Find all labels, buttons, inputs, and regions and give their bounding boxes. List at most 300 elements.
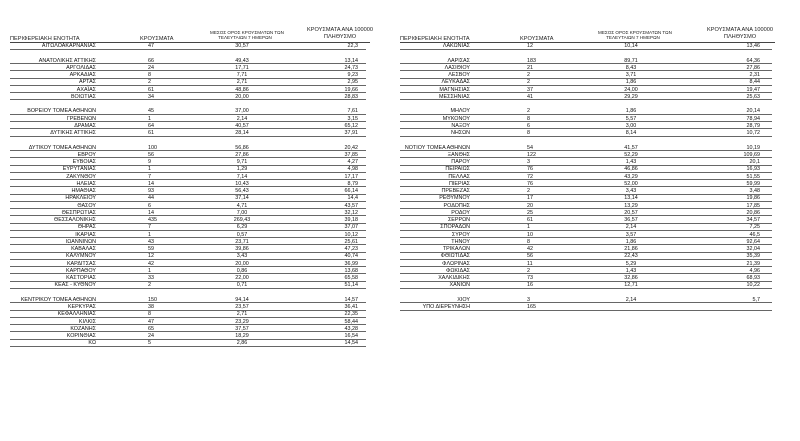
region-name-cell: ΧΙΟΥ	[457, 296, 470, 303]
cases-cell: 33	[148, 275, 154, 281]
cases-cell: 2	[527, 72, 530, 78]
table-row	[400, 123, 800, 130]
cases-cell: 42	[527, 246, 533, 252]
avg-cell: 56,43	[235, 188, 249, 194]
rate-cell: 2,31	[749, 72, 760, 78]
table-row	[400, 58, 800, 65]
avg-cell: 9,71	[236, 159, 248, 165]
table-row	[400, 116, 800, 123]
cases-cell: 61	[527, 217, 533, 223]
region-name-cell: ΚΑΛΥΜΝΟΥ	[66, 253, 96, 260]
cases-cell: 1	[148, 267, 151, 274]
region-name-cell: ΑΡΓΟΛΙΔΑΣ	[66, 64, 96, 71]
cases-cell: 24	[148, 333, 154, 339]
cases-cell: 1	[148, 166, 151, 173]
rate-cell: 22,35	[344, 311, 358, 318]
avg-cell: 22,00	[235, 275, 249, 281]
avg-cell: 37,14	[235, 195, 249, 202]
rate-cell: 37,07	[344, 224, 358, 231]
header-avg-line2: ΤΕΛΕΥΤΑΙΩΝ 7 ΗΜΕΡΩΝ	[218, 35, 272, 41]
table-row	[400, 145, 800, 152]
rate-cell: 10,19	[746, 144, 760, 151]
table-row	[0, 65, 400, 72]
rate-cell: 8,44	[749, 79, 760, 86]
avg-cell: 20,00	[235, 260, 249, 267]
region-name-cell: ΕΥΡΥΤΑΝΙΑΣ	[62, 166, 96, 173]
avg-cell: 5,57	[625, 115, 637, 122]
region-name-cell: ΙΩΑΝΝΙΝΩΝ	[65, 238, 96, 245]
region-name-cell: ΛΕΥΚΑΔΑΣ	[441, 79, 470, 86]
header-rate	[305, 27, 375, 40]
rate-cell: 16,93	[746, 166, 760, 173]
cases-cell: 44	[148, 195, 154, 202]
table-row	[0, 311, 400, 318]
cases-cell: 56	[148, 151, 154, 158]
rate-cell: 35,39	[746, 253, 760, 260]
avg-cell: 20,00	[235, 93, 249, 100]
rate-cell: 13,68	[344, 267, 358, 274]
header-avg	[598, 30, 672, 41]
rate-cell: 17,85	[746, 202, 760, 209]
rate-cell: 10,12	[344, 231, 358, 238]
cases-cell: 8	[148, 311, 151, 318]
cases-cell: 8	[527, 115, 530, 122]
cases-cell: 38	[148, 304, 154, 310]
region-name-cell: ΛΑΡΙΣΑΣ	[447, 57, 470, 64]
rate-cell: 37,91	[344, 130, 358, 136]
cases-cell: 24	[148, 64, 154, 71]
cases-cell: 14	[148, 180, 154, 187]
header-avg-line1: ΜΕΣΟΣ ΟΡΟΣ ΚΡΟΥΣΜΑΤΩΝ ΤΩΝ	[210, 30, 284, 35]
region-name-cell: ΛΕΣΒΟΥ	[448, 72, 470, 78]
rate-cell: 4,96	[749, 267, 760, 274]
region-name-cell: ΚΑΡΔΙΤΣΑΣ	[66, 260, 96, 267]
table-row	[400, 297, 800, 304]
region-name-cell: ΡΟΔΟΥ	[451, 209, 470, 216]
table-row	[400, 79, 800, 86]
avg-cell: 20,57	[624, 209, 638, 216]
table-row	[400, 275, 800, 282]
header-rate-line2: ΠΛΗΘΥΣΜΟ	[323, 33, 357, 40]
avg-cell: 28,14	[235, 130, 249, 136]
cases-cell: 122	[527, 151, 536, 158]
header-region: ΠΕΡΙΦΕΡΕΙΑΚΗ ΕΝΟΤΗΤΑ	[400, 36, 470, 42]
cases-cell: 1	[148, 115, 151, 122]
rate-cell: 32,12	[344, 209, 358, 216]
region-name-cell: ΗΛΕΙΑΣ	[76, 180, 96, 187]
cases-cell: 47	[148, 318, 154, 325]
avg-cell: 2,71	[236, 79, 248, 86]
avg-cell: 0,71	[236, 282, 248, 289]
table-row	[0, 159, 400, 166]
region-name-cell: ΑΡΤΑΣ	[78, 79, 96, 86]
region-name-cell: ΛΑΚΩΝΙΑΣ	[442, 43, 470, 49]
cases-cell: 10	[527, 231, 533, 238]
rate-cell: 14,54	[344, 340, 358, 347]
region-name-cell: ΚΕΡΚΥΡΑΣ	[67, 304, 96, 310]
cases-cell: 3	[527, 296, 530, 303]
header-region: ΠΕΡΙΦΕΡΕΙΑΚΗ ΕΝΟΤΗΤΑ	[10, 36, 80, 42]
region-name-cell: ΒΟΙΩΤΙΑΣ	[70, 93, 96, 100]
blank-row	[0, 50, 400, 57]
rate-cell: 19,66	[344, 86, 358, 93]
rate-cell: 65,12	[344, 122, 358, 129]
row-underline	[10, 346, 366, 347]
avg-cell: 49,43	[235, 57, 249, 64]
blank-row	[400, 290, 800, 297]
region-name-cell: ΓΡΕΒΕΝΩΝ	[66, 115, 96, 122]
avg-cell: 41,57	[624, 144, 638, 151]
rate-cell: 20,86	[746, 209, 760, 216]
table-row	[0, 58, 400, 65]
cases-cell: 2	[148, 79, 151, 86]
cases-cell: 5	[148, 340, 151, 347]
table-row	[400, 94, 800, 101]
table-row	[400, 239, 800, 246]
avg-cell: 7,71	[236, 72, 248, 78]
region-name-cell: ΝΟΤΙΟΥ ΤΟΜΕΑ ΑΘΗΝΩΝ	[404, 144, 470, 151]
table-row	[0, 246, 400, 253]
region-name-cell: ΚΟΡΙΝΘΙΑΣ	[66, 333, 96, 339]
cases-cell: 54	[527, 144, 533, 151]
table-row	[400, 210, 800, 217]
avg-cell: 24,00	[624, 86, 638, 93]
table-row	[400, 87, 800, 94]
cases-cell: 9	[148, 159, 151, 165]
header-avg-line2: ΤΕΛΕΥΤΑΙΩΝ 7 ΗΜΕΡΩΝ	[606, 35, 660, 41]
rate-cell: 14,4	[347, 195, 358, 202]
cases-cell: 6	[148, 202, 151, 209]
region-name-cell: ΡΕΘΥΜΝΟΥ	[439, 195, 470, 202]
avg-cell: 3,43	[625, 188, 637, 194]
rate-cell: 10,22	[746, 282, 760, 289]
region-name-cell: ΕΥΒΟΙΑΣ	[72, 159, 96, 165]
region-name-cell: ΠΙΕΡΙΑΣ	[448, 180, 470, 187]
region-name-cell: ΑΝΑΤΟΛΙΚΗΣ ΑΤΤΙΚΗΣ	[38, 57, 96, 64]
avg-cell: 13,14	[624, 195, 638, 202]
table-row	[0, 79, 400, 86]
avg-cell: 52,00	[624, 180, 638, 187]
rate-cell: 51,14	[344, 282, 358, 289]
avg-cell: 1,43	[625, 267, 637, 274]
avg-cell: 29,29	[624, 93, 638, 100]
region-name-cell: ΚΕΦΑΛΛΗΝΙΑΣ	[57, 311, 96, 318]
rate-cell: 65,58	[344, 275, 358, 281]
avg-cell: 17,71	[235, 64, 249, 71]
region-name-cell: ΤΡΙΚΑΛΩΝ	[442, 246, 470, 252]
avg-cell: 5,29	[625, 260, 637, 267]
region-name-cell: ΜΗΛΟΥ	[450, 108, 470, 115]
region-name-cell: ΜΕΣΣΗΝΙΑΣ	[439, 93, 470, 100]
avg-cell: 13,29	[624, 202, 638, 209]
rate-cell: 68,93	[746, 275, 760, 281]
cases-cell: 435	[148, 217, 157, 223]
table-row	[0, 232, 400, 239]
rate-cell: 2,95	[347, 79, 358, 86]
cases-cell: 165	[527, 304, 536, 310]
rate-cell: 8,79	[347, 180, 358, 187]
rate-cell: 7,61	[347, 108, 358, 115]
rate-cell: 46,5	[749, 231, 760, 238]
rate-cell: 16,54	[344, 333, 358, 339]
region-name-cell: ΘΕΣΣΑΛΟΝΙΚΗΣ	[54, 217, 96, 223]
region-name-cell: ΚΩ	[88, 340, 96, 347]
cases-cell: 183	[527, 57, 536, 64]
rate-cell: 66,14	[344, 188, 358, 194]
region-name-cell: ΞΑΝΘΗΣ	[447, 151, 470, 158]
cases-cell: 3	[527, 159, 530, 165]
cases-cell: 61	[148, 86, 154, 93]
region-name-cell: ΒΟΡΕΙΟΥ ΤΟΜΕΑ ΑΘΗΝΩΝ	[27, 108, 96, 115]
rate-cell: 4,27	[347, 159, 358, 165]
region-name-cell: ΠΕΛΛΑΣ	[448, 173, 470, 180]
table-row	[0, 145, 400, 152]
rate-cell: 25,63	[746, 93, 760, 100]
avg-cell: 7,14	[236, 173, 248, 180]
rate-cell: 17,17	[344, 173, 358, 180]
rate-cell: 39,18	[344, 217, 358, 223]
region-name-cell: ΠΑΡΟΥ	[451, 159, 470, 165]
avg-cell: 37,00	[235, 108, 249, 115]
avg-cell: 18,29	[235, 333, 249, 339]
cases-cell: 47	[148, 43, 154, 49]
region-name-cell: ΖΑΚΥΝΘΟΥ	[66, 173, 96, 180]
avg-cell: 269,43	[233, 217, 251, 223]
cases-cell: 66	[148, 57, 154, 64]
rate-cell: 19,47	[746, 86, 760, 93]
avg-cell: 52,29	[624, 151, 638, 158]
avg-cell: 36,57	[624, 217, 638, 223]
table-row	[0, 130, 400, 137]
rate-cell: 28,79	[746, 122, 760, 129]
avg-cell: 23,57	[235, 304, 249, 310]
cases-cell: 65	[148, 325, 154, 332]
rate-cell: 21,39	[746, 260, 760, 267]
header-rate-line2: ΠΛΗΘΥΣΜΟ	[723, 33, 757, 40]
cases-cell: 42	[148, 260, 154, 267]
avg-cell: 3,71	[625, 72, 637, 78]
table-row	[0, 224, 400, 231]
avg-cell: 1,86	[625, 238, 637, 245]
region-name-cell: ΜΑΓΝΗΣΙΑΣ	[439, 86, 470, 93]
rate-cell: 47,23	[344, 246, 358, 252]
region-name-cell: ΔΡΑΜΑΣ	[74, 122, 96, 129]
cases-cell: 2	[527, 267, 530, 274]
rate-cell: 92,64	[746, 238, 760, 245]
avg-cell: 43,29	[624, 173, 638, 180]
cases-cell: 37	[527, 86, 533, 93]
cases-cell: 43	[148, 238, 154, 245]
region-name-cell: ΚΑΣΤΟΡΙΑΣ	[66, 275, 96, 281]
rows-left	[0, 43, 400, 348]
region-name-cell: ΙΚΑΡΙΑΣ	[75, 231, 96, 238]
avg-cell: 2,14	[236, 115, 248, 122]
rate-cell: 34,57	[746, 217, 760, 223]
rate-cell: 64,36	[746, 57, 760, 64]
region-name-cell: ΗΡΑΚΛΕΙΟΥ	[65, 195, 96, 202]
cases-cell: 2	[527, 188, 530, 194]
cases-cell: 72	[527, 173, 533, 180]
rate-cell: 58,44	[344, 318, 358, 325]
avg-cell: 89,71	[624, 57, 638, 64]
cases-cell: 11	[527, 260, 533, 267]
table-row	[0, 116, 400, 123]
region-name-cell: ΣΥΡΟΥ	[451, 231, 470, 238]
table-row	[0, 94, 400, 101]
avg-cell: 32,86	[624, 275, 638, 281]
cases-cell: 1	[148, 231, 151, 238]
rate-cell: 9,23	[347, 72, 358, 78]
avg-cell: 23,71	[235, 238, 249, 245]
table-row	[400, 72, 800, 79]
region-name-cell: ΜΥΚΟΝΟΥ	[442, 115, 470, 122]
table-row	[0, 282, 400, 289]
region-name-cell: ΠΕΙΡΑΙΩΣ	[445, 166, 470, 173]
cases-cell: 6	[527, 122, 530, 129]
avg-cell: 7,00	[236, 209, 248, 216]
cases-cell: 12	[527, 43, 533, 49]
cases-cell: 34	[148, 93, 154, 100]
region-name-cell: ΔΥΤΙΚΟΥ ΤΟΜΕΑ ΑΘΗΝΩΝ	[28, 144, 96, 151]
cases-cell: 150	[148, 296, 157, 303]
table-row	[400, 268, 800, 275]
blank-row	[400, 137, 800, 144]
cases-cell: 76	[527, 166, 533, 173]
region-name-cell: ΝΗΣΩΝ	[450, 130, 470, 136]
region-name-cell: ΑΡΚΑΔΙΑΣ	[69, 72, 96, 78]
cases-cell: 8	[148, 72, 151, 78]
header-rate-line1: ΚΡΟΥΣΜΑΤΑ ΑΝΑ 100000	[707, 27, 773, 33]
cases-cell: 12	[148, 253, 154, 260]
rate-cell: 109,69	[743, 151, 760, 158]
region-name-cell: ΚΑΒΑΛΑΣ	[71, 246, 96, 252]
table-row	[0, 333, 400, 340]
avg-cell: 23,29	[235, 318, 249, 325]
table-row	[400, 253, 800, 260]
region-name-cell: ΘΗΡΑΣ	[77, 224, 96, 231]
cases-cell: 2	[527, 108, 530, 115]
table-row	[0, 181, 400, 188]
rate-cell: 13,14	[344, 57, 358, 64]
avg-cell: 3,43	[236, 253, 248, 260]
cases-cell: 21	[527, 64, 533, 71]
avg-cell: 2,14	[625, 296, 637, 303]
rate-cell: 4,98	[347, 166, 358, 173]
header-cases: ΚΡΟΥΣΜΑΤΑ	[520, 36, 554, 42]
table-row	[400, 43, 800, 50]
region-name-cell: ΝΑΞΟΥ	[451, 122, 470, 129]
region-name-cell: ΡΟΔΟΠΗΣ	[443, 202, 470, 209]
region-name-cell: ΚΑΡΠΑΘΟΥ	[66, 267, 96, 274]
table-row	[400, 188, 800, 195]
table-row	[400, 166, 800, 173]
table-row	[400, 152, 800, 159]
avg-cell: 1,29	[236, 166, 248, 173]
table-row	[0, 188, 400, 195]
table-row	[400, 232, 800, 239]
avg-cell: 8,43	[625, 64, 637, 71]
rate-cell: 37,85	[344, 151, 358, 158]
rate-cell: 78,94	[746, 115, 760, 122]
cases-cell: 61	[148, 130, 154, 136]
region-name-cell: ΕΒΡΟΥ	[77, 151, 96, 158]
avg-cell: 12,71	[624, 282, 638, 289]
table-row	[400, 130, 800, 137]
avg-cell: 40,57	[235, 122, 249, 129]
avg-cell: 1,86	[625, 108, 637, 115]
blank-row	[400, 101, 800, 108]
rate-cell: 20,14	[746, 108, 760, 115]
region-name-cell: ΧΑΝΙΩΝ	[449, 282, 470, 289]
header-rate	[705, 27, 775, 40]
avg-cell: 21,86	[624, 246, 638, 252]
table-row	[0, 261, 400, 268]
table-row	[0, 297, 400, 304]
table-row	[0, 326, 400, 333]
cases-cell: 14	[148, 209, 154, 216]
rate-cell: 7,25	[749, 224, 760, 231]
region-name-cell: ΥΠΟ ΔΙΕΡΕΥΝΗΣΗ	[422, 304, 470, 310]
rows-right	[400, 43, 800, 311]
avg-cell: 4,71	[236, 202, 248, 209]
avg-cell: 22,43	[624, 253, 638, 260]
region-name-cell: ΘΑΣΟΥ	[77, 202, 96, 209]
region-name-cell: ΣΕΡΡΩΝ	[447, 217, 470, 223]
rate-cell: 27,86	[746, 64, 760, 71]
rate-cell: 20,42	[344, 144, 358, 151]
table-row	[0, 253, 400, 260]
table-row	[0, 340, 400, 347]
avg-cell: 3,57	[625, 231, 637, 238]
cases-cell: 8	[527, 130, 530, 136]
rate-cell: 40,74	[344, 253, 358, 260]
table-row	[400, 246, 800, 253]
avg-cell: 1,86	[625, 79, 637, 86]
rate-cell: 51,55	[746, 173, 760, 180]
rate-cell: 43,28	[344, 325, 358, 332]
region-name-cell: ΣΠΟΡΑΔΩΝ	[440, 224, 470, 231]
table-row	[400, 282, 800, 289]
blank-row	[400, 50, 800, 57]
avg-cell: 10,43	[235, 180, 249, 187]
blank-row	[0, 101, 400, 108]
rate-cell: 13,46	[746, 43, 760, 49]
table-row	[0, 203, 400, 210]
cases-cell: 73	[527, 275, 533, 281]
table-row	[0, 166, 400, 173]
table-row	[0, 239, 400, 246]
table-row	[0, 268, 400, 275]
table-row	[400, 203, 800, 210]
table-row	[0, 72, 400, 79]
region-name-cell: ΑΧΑΪΑΣ	[76, 86, 96, 93]
region-name-cell: ΧΑΛΚΙΔΙΚΗΣ	[438, 275, 470, 281]
avg-cell: 3,00	[625, 122, 637, 129]
table-row	[0, 275, 400, 282]
rate-cell: 10,72	[746, 130, 760, 136]
avg-cell: 1,43	[625, 159, 637, 165]
table-row	[0, 108, 400, 115]
row-underline	[400, 310, 772, 311]
table-row	[400, 304, 800, 311]
region-name-cell: ΛΑΣΙΘΙΟΥ	[444, 64, 470, 71]
table-row	[400, 159, 800, 166]
rate-cell: 20,1	[749, 159, 760, 165]
table-row	[0, 174, 400, 181]
blank-row	[0, 290, 400, 297]
table-row	[0, 87, 400, 94]
table-row	[0, 304, 400, 311]
